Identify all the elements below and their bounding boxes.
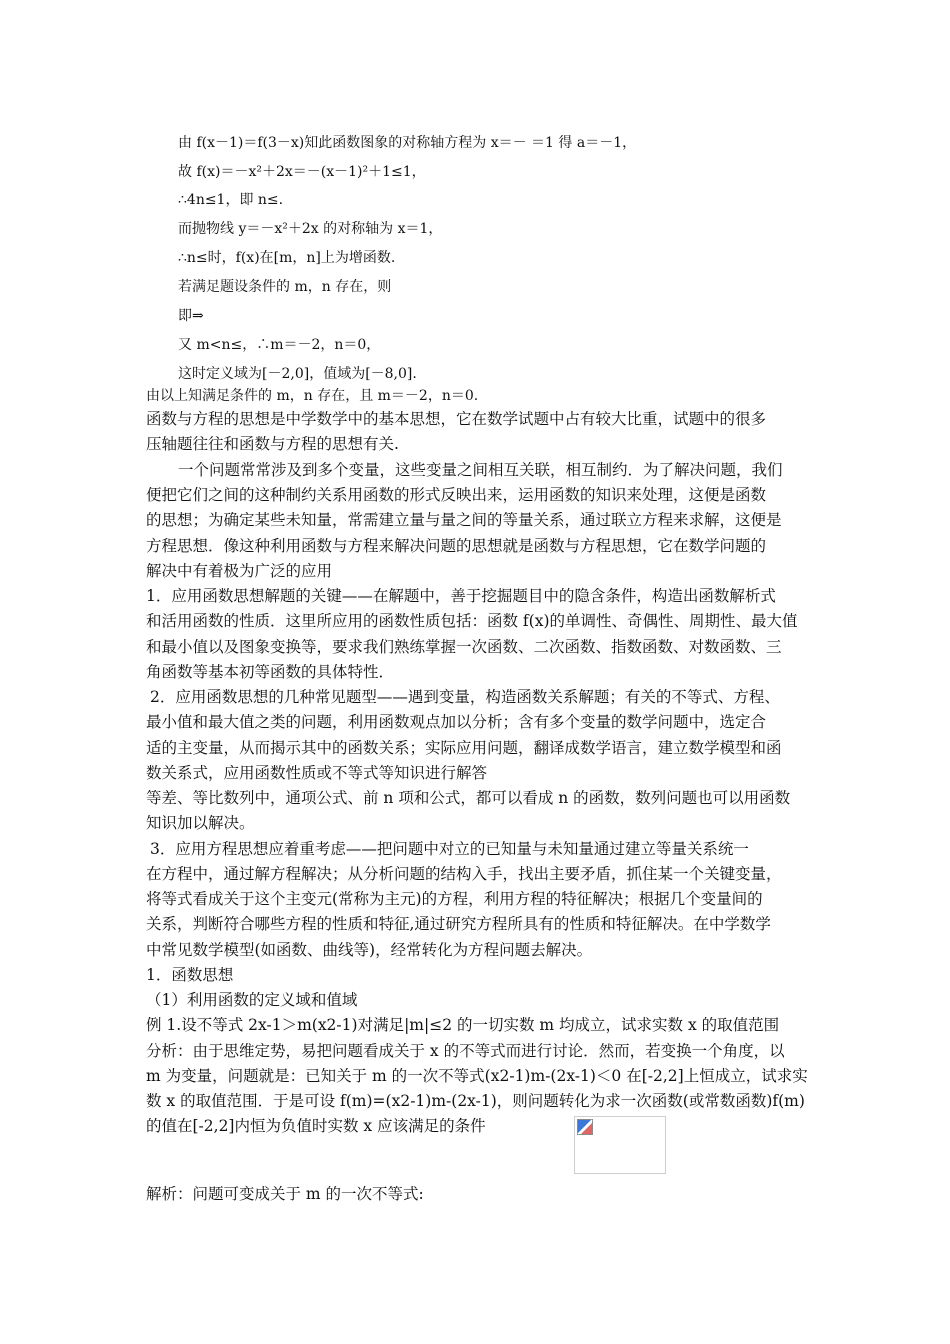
text-line: 关系，判断符合哪些方程的性质和特征,通过研究方程所具有的性质和特征解决。在中学数学 xyxy=(146,915,771,933)
text-line: 函数与方程的思想是中学数学中的基本思想，它在数学试题中占有较大比重，试题中的很多 xyxy=(146,410,767,428)
text-line: 的值在[-2,2]内恒为负值时实数 x 应该满足的条件 xyxy=(146,1117,486,1135)
text-line: 压轴题往往和函数与方程的思想有关. xyxy=(146,435,399,453)
text-line: m 为变量，问题就是：已知关于 m 的一次不等式(x2-1)m-(2x-1)＜0 在[-2,2]上恒成立，试求实 xyxy=(146,1067,808,1085)
text-line: 又 m<n≤，∴m＝－2，n＝0， xyxy=(178,337,381,353)
text-line: 2．应用函数思想的几种常见题型——遇到变量，构造函数关系解题；有关的不等式、方程、 xyxy=(150,688,780,706)
text-line: 最小值和最大值之类的问题，利用函数观点加以分析；含有多个变量的数学问题中，选定合 xyxy=(146,713,767,731)
text-line: 的思想；为确定某些未知量，常需建立量与量之间的等量关系，通过联立方程来求解，这便是 xyxy=(146,511,782,529)
text-line: 1．函数思想 xyxy=(146,966,234,984)
text-line: 和最小值以及图象变换等，要求我们熟练掌握一次函数、二次函数、指数函数、对数函数、三 xyxy=(146,638,782,656)
text-line: 3．应用方程思想应着重考虑——把问题中对立的已知量与未知量通过建立等量关系统一 xyxy=(150,840,749,858)
text-line: 等差、等比数列中，通项公式、前 n 项和公式，都可以看成 n 的函数，数列问题也可以用函数 xyxy=(146,789,791,807)
text-line: 将等式看成关于这个主变元(常称为主元)的方程，利用方程的特征解决；根据几个变量间的 xyxy=(146,890,763,908)
text-line: ∴4n≤1，即 n≤. xyxy=(178,192,284,208)
text-line: 即⇒ xyxy=(178,308,204,324)
text-line: 若满足题设条件的 m，n 存在，则 xyxy=(178,279,392,295)
broken-image-placeholder xyxy=(574,1116,666,1174)
text-line: （1）利用函数的定义域和值域 xyxy=(146,991,358,1009)
text-line: 在方程中，通过解方程解决；从分析问题的结构入手，找出主要矛盾，抓住某一个关键变量， xyxy=(146,865,782,883)
text-line: 便把它们之间的这种制约关系用函数的形式反映出来，运用函数的知识来处理，这便是函数 xyxy=(146,486,767,504)
text-line: 和活用函数的性质．这里所应用的函数性质包括：函数 f(x)的单调性、奇偶性、周期性、最大值 xyxy=(146,612,798,630)
text-line: 方程思想．像这种利用函数与方程来解决问题的思想就是函数与方程思想，它在数学问题的 xyxy=(146,537,767,555)
text-line: 知识加以解决。 xyxy=(146,814,255,832)
text-line: 一个问题常常涉及到多个变量，这些变量之间相互关联，相互制约．为了解决问题，我们 xyxy=(178,461,783,479)
text-line: 解析：问题可变成关于 m 的一次不等式: xyxy=(146,1185,424,1203)
text-line: 数 x 的取值范围．于是可设 f(m)=(x2-1)m-(2x-1)，则问题转化为求一次函数(或常数函数)f(m) xyxy=(146,1092,805,1110)
text-line: 而抛物线 y＝－x²＋2x 的对称轴为 x＝1， xyxy=(178,221,443,237)
text-line: 解决中有着极为广泛的应用 xyxy=(146,562,333,580)
text-line: 例 1.设不等式 2x-1＞m(x2-1)对满足|m|≤2 的一切实数 m 均成立，试求实数 x 的取值范围 xyxy=(146,1016,780,1034)
text-line: 适的主变量，从而揭示其中的函数关系；实际应用问题，翻译成数学语言，建立数学模型和函 xyxy=(146,739,782,757)
broken-image-icon xyxy=(577,1119,593,1135)
text-line: 角函数等基本初等函数的具体特性． xyxy=(146,663,395,681)
text-line: 1．应用函数思想解题的关键——在解题中，善于挖掘题目中的隐含条件，构造出函数解析式 xyxy=(146,587,776,605)
text-line: 由 f(x－1)＝f(3－x)知此函数图象的对称轴方程为 x＝－ ＝1 得 a＝－1， xyxy=(178,135,637,151)
text-line: 这时定义域为[－2,0]，值域为[－8,0]. xyxy=(178,366,417,382)
text-line: 分析：由于思维定势，易把问题看成关于 x 的不等式而进行讨论．然而，若变换一个角度，以 xyxy=(146,1042,785,1060)
text-line: 数关系式，应用函数性质或不等式等知识进行解答 xyxy=(146,764,488,782)
text-line: ∴n≤时，f(x)在[m，n]上为增函数. xyxy=(178,250,396,266)
text-line: 中常见数学模型(如函数、曲线等)，经常转化为方程问题去解决。 xyxy=(146,941,593,959)
text-line: 由以上知满足条件的 m，n 存在，且 m＝－2，n＝0. xyxy=(146,388,479,404)
text-line: 故 f(x)＝－x²＋2x＝－(x－1)²＋1≤1， xyxy=(178,164,426,180)
